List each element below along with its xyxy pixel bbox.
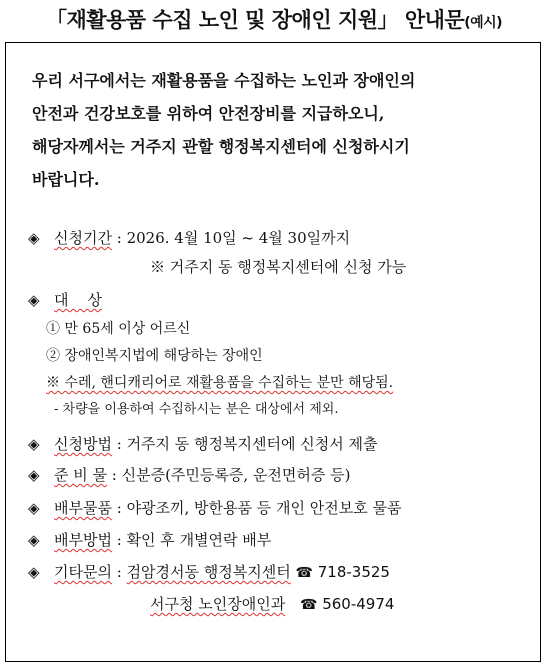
intro-paragraph bbox=[32, 64, 522, 196]
items-row bbox=[28, 496, 402, 520]
method-value: 거주지 동 행정복지센터에 신청서 제출 bbox=[126, 435, 378, 453]
telephone-icon: ☎ bbox=[299, 597, 318, 613]
target-exclusion: - 차량을 이용하여 수집하시는 분은 대상에서 제외. bbox=[54, 402, 339, 417]
inquiry-row-2 bbox=[150, 592, 394, 616]
target-item: ① 만 65세 이상 어르신 bbox=[46, 321, 191, 337]
method-row bbox=[28, 432, 377, 456]
page-title bbox=[0, 4, 548, 34]
docs-sep: : bbox=[107, 466, 122, 484]
telephone-icon: ☎ bbox=[295, 565, 313, 581]
distribution-row bbox=[28, 528, 271, 552]
distribution-value: 확인 후 개별연락 배부 bbox=[126, 531, 272, 549]
inquiry-sep: : bbox=[111, 563, 127, 581]
diamond-dot-icon: ◈ bbox=[28, 291, 40, 309]
inquiry-phone2: 560-4974 bbox=[322, 595, 395, 613]
method-sep: : bbox=[111, 435, 127, 453]
inquiry-row bbox=[28, 560, 390, 584]
diamond-dot-icon: ◈ bbox=[28, 435, 40, 453]
period-sep: : bbox=[111, 229, 127, 247]
diamond-dot-icon: ◈ bbox=[28, 563, 40, 581]
docs-label: 준 비 물 bbox=[54, 466, 108, 484]
method-label: 신청방법 bbox=[54, 435, 112, 453]
items-label: 배부물품 bbox=[54, 499, 112, 517]
intro-line: 바랍니다. bbox=[32, 170, 100, 189]
items-value: 야광조끼, 방한용품 등 개인 안전보호 물품 bbox=[126, 499, 402, 517]
diamond-dot-icon: ◈ bbox=[28, 229, 40, 247]
distribution-sep: : bbox=[111, 531, 127, 549]
inquiry-phone1: 718-3525 bbox=[317, 563, 390, 581]
period-label: 신청기간 bbox=[54, 229, 112, 247]
inquiry-label: 기타문의 bbox=[54, 563, 112, 581]
docs-value: 신분증(주민등록증, 운전면허증 등) bbox=[121, 466, 351, 484]
period-value: 2026. 4월 10일 ~ 4월 30일까지 bbox=[126, 229, 351, 247]
period-row bbox=[28, 226, 350, 250]
docs-row bbox=[28, 463, 350, 487]
target-item: ② 장애인복지법에 해당하는 장애인 bbox=[46, 348, 263, 364]
diamond-dot-icon: ◈ bbox=[28, 499, 40, 517]
intro-line: 안전과 건강보호를 위하여 안전장비를 지급하오니, bbox=[32, 104, 385, 123]
items-sep: : bbox=[111, 499, 127, 517]
target-row bbox=[28, 288, 102, 312]
target-label: 대 상 bbox=[54, 291, 103, 309]
distribution-label: 배부방법 bbox=[54, 531, 112, 549]
period-note: ※ 거주지 동 행정복지센터에 신청 가능 bbox=[150, 258, 407, 276]
title-suffix: (예시) bbox=[464, 15, 503, 31]
diamond-dot-icon: ◈ bbox=[28, 531, 40, 549]
intro-line: 해당자께서는 거주지 관할 행정복지센터에 신청하시기 bbox=[32, 137, 410, 156]
intro-line: 우리 서구에서는 재활용품을 수집하는 노인과 장애인의 bbox=[32, 71, 416, 90]
diamond-dot-icon: ◈ bbox=[28, 466, 40, 484]
inquiry-line1: 검암경서동 행정복지센터 bbox=[126, 563, 291, 581]
title-main: 「재활용품 수집 노인 및 장애인 지원」 안내문 bbox=[45, 8, 465, 32]
inquiry-line2: 서구청 노인장애인과 bbox=[150, 595, 286, 613]
target-note: ※ 수레, 핸디캐리어로 재활용품을 수집하는 분만 해당됨. bbox=[46, 375, 394, 391]
